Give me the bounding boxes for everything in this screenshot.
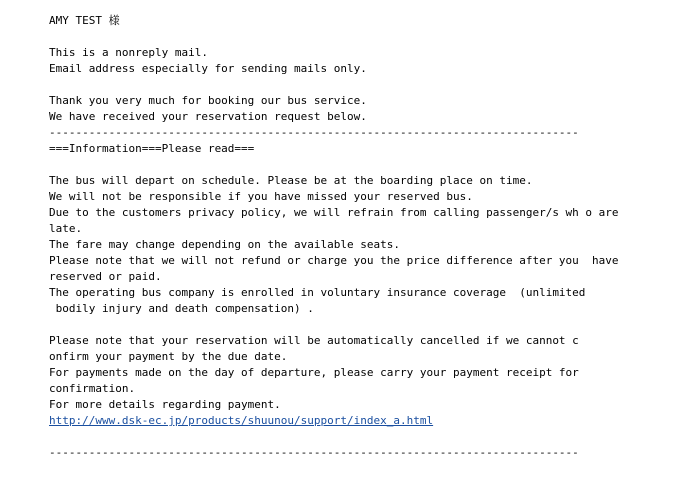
info-line: late. (49, 222, 83, 235)
nonreply-notice-detail: Email address especially for sending mails only. (49, 62, 367, 75)
info-line: reserved or paid. (49, 270, 162, 283)
thanks-text: Thank you very much for booking our bus service. (49, 94, 367, 107)
info-line: We will not be responsible if you have missed your reserved bus. (49, 190, 473, 203)
payment-support-link[interactable]: http://www.dsk-ec.jp/products/shuunou/support/index_a.html (49, 414, 434, 427)
info-line: Due to the customers privacy policy, we will refrain from calling passenger/s wh o are (49, 206, 619, 219)
information-heading: ===Information===Please read=== (49, 142, 255, 155)
spacer (49, 317, 674, 333)
info-line: The bus will depart on schedule. Please be at the boarding place on time. (49, 174, 533, 187)
info-line: The fare may change depending on the available seats. (49, 238, 400, 251)
reservation-received-text: We have received your reservation request below. (49, 110, 367, 123)
email-body (49, 13, 674, 461)
spacer (49, 429, 674, 445)
info-line: bodily injury and death compensation) . (49, 302, 314, 315)
payment-line: Please note that your reservation will be automatically cancelled if we cannot c (49, 334, 579, 347)
payment-line: For more details regarding payment. (49, 398, 281, 411)
spacer (49, 157, 674, 173)
payment-line: confirmation. (49, 382, 136, 395)
payment-line: onfirm your payment by the due date. (49, 350, 288, 363)
greeting: AMY TEST 様 (49, 14, 120, 27)
divider-top: -------------------------------------------------------------------------------- (49, 126, 579, 139)
payment-line: For payments made on the day of departure, please carry your payment receipt for (49, 366, 579, 379)
spacer (49, 77, 674, 93)
divider-bottom: -------------------------------------------------------------------------------- (49, 446, 579, 459)
info-line: Please note that we will not refund or charge you the price difference after you have (49, 254, 619, 267)
spacer (49, 29, 674, 45)
nonreply-notice: This is a nonreply mail. (49, 46, 208, 59)
info-line: The operating bus company is enrolled in voluntary insurance coverage (unlimited (49, 286, 586, 299)
